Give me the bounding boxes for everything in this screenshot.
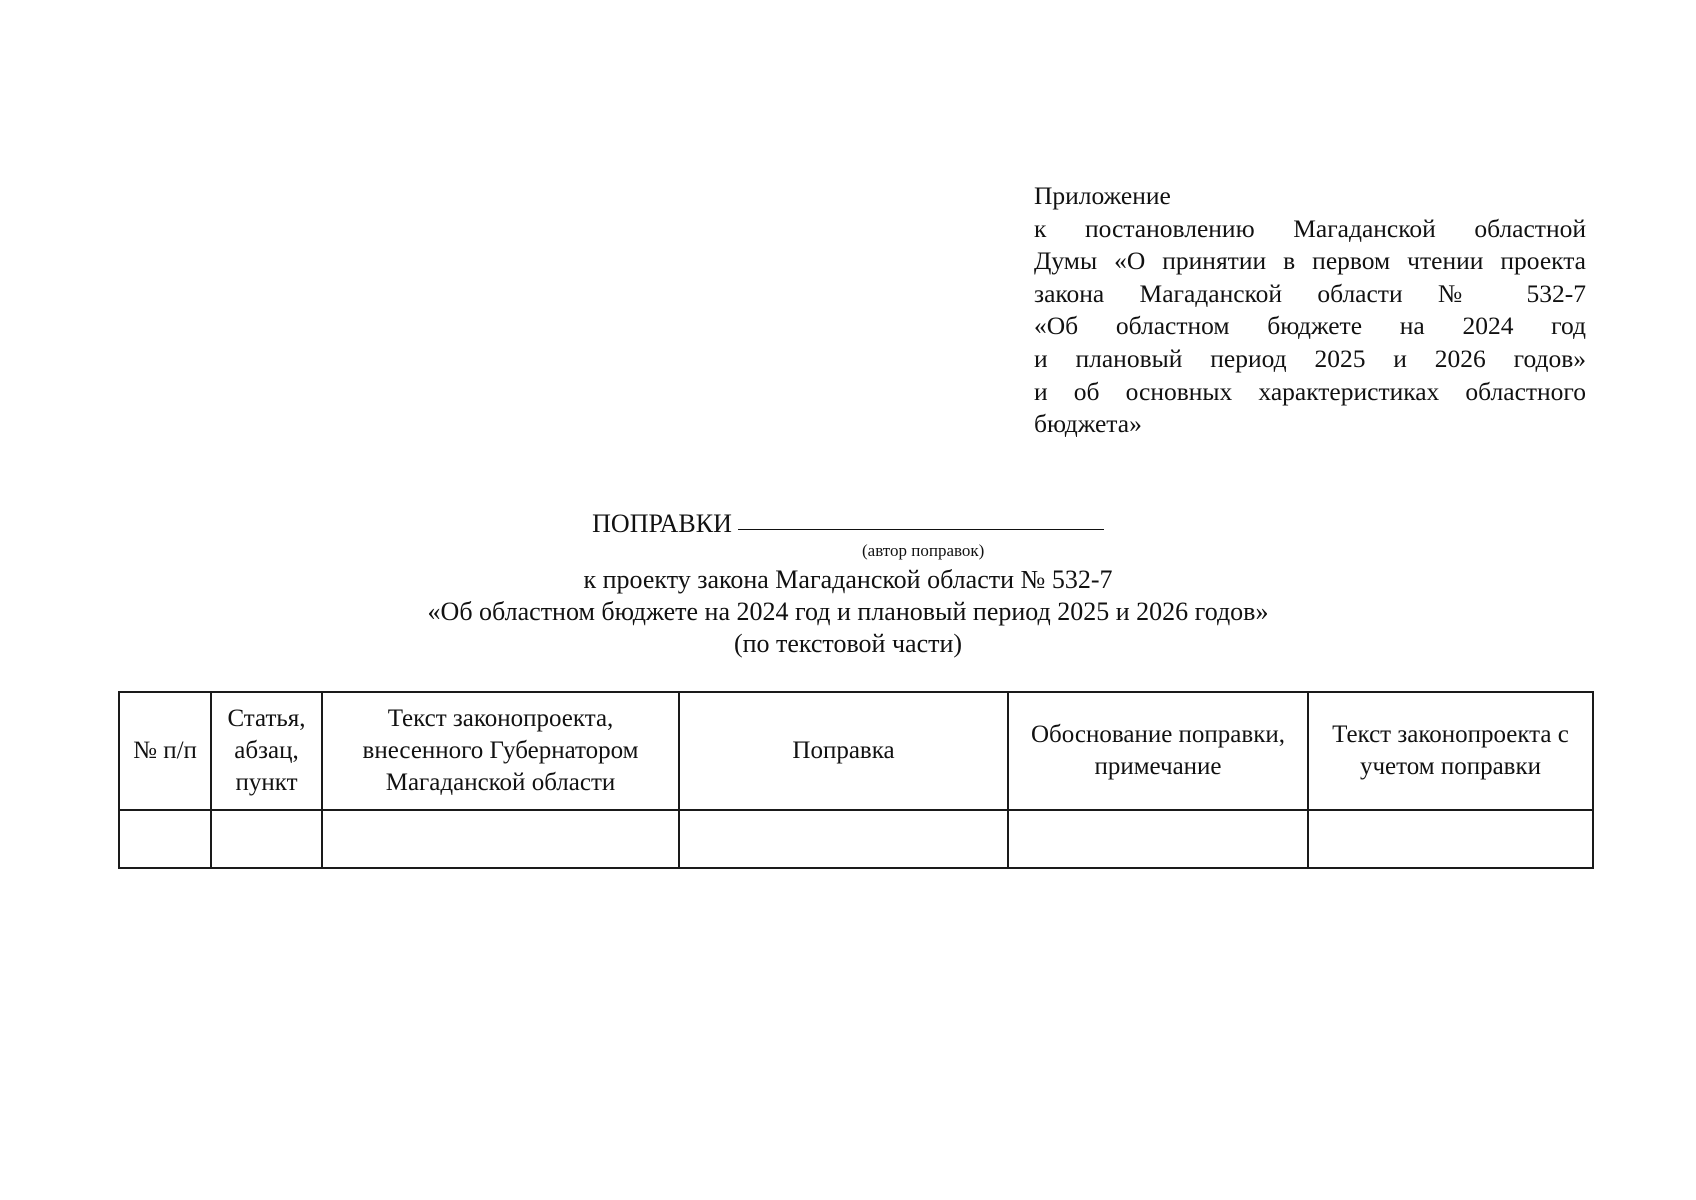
appendix-title: Приложение bbox=[1034, 181, 1171, 210]
appendix-line: и об основных характеристиках областного bbox=[1034, 376, 1586, 406]
table-cell[interactable] bbox=[322, 810, 679, 868]
table-row bbox=[119, 810, 1593, 868]
appendix-line: и плановый период 2025 и 2026 годов» bbox=[1034, 343, 1586, 373]
header-article: Статья, абзац, пункт bbox=[211, 692, 322, 810]
appendix-line: Думы «О принятии в первом чтении проекта bbox=[1034, 246, 1586, 276]
amendments-heading bbox=[0, 505, 1696, 540]
heading-subtitle-scope: (по текстовой части) bbox=[733, 629, 963, 658]
header-amended-text: Текст законопроекта с учетом поправки bbox=[1308, 692, 1593, 810]
author-blank-line bbox=[738, 503, 1104, 530]
heading-subtitle-law: к проекту закона Магаданской области № 532-7 bbox=[583, 565, 1113, 594]
heading-title-line bbox=[592, 505, 1104, 540]
author-note: (автор поправок) bbox=[862, 541, 985, 560]
appendix-line: закона Магаданской области № 532-7 bbox=[1034, 278, 1586, 308]
table-cell[interactable] bbox=[1008, 810, 1308, 868]
amendments-table bbox=[118, 691, 1594, 869]
appendix-block bbox=[1034, 180, 1586, 441]
header-number: № п/п bbox=[119, 692, 211, 810]
appendix-line: бюджета» bbox=[1034, 409, 1142, 439]
table-cell[interactable] bbox=[679, 810, 1008, 868]
heading-title: ПОПРАВКИ bbox=[592, 509, 732, 538]
header-justification: Обоснование поправки, примечание bbox=[1008, 692, 1308, 810]
appendix-line: к постановлению Магаданской областной bbox=[1034, 213, 1586, 243]
header-amendment: Поправка bbox=[679, 692, 1008, 810]
appendix-line: «Об областном бюджете на 2024 год bbox=[1034, 311, 1586, 341]
table-cell[interactable] bbox=[211, 810, 322, 868]
table-header-row bbox=[119, 692, 1593, 810]
table-cell[interactable] bbox=[1308, 810, 1593, 868]
table-cell[interactable] bbox=[119, 810, 211, 868]
heading-subtitle-budget: «Об областном бюджете на 2024 год и плановый период 2025 и 2026 годов» bbox=[427, 597, 1269, 626]
header-bill-text: Текст законопроекта, внесенного Губернатором Магаданской области bbox=[322, 692, 679, 810]
